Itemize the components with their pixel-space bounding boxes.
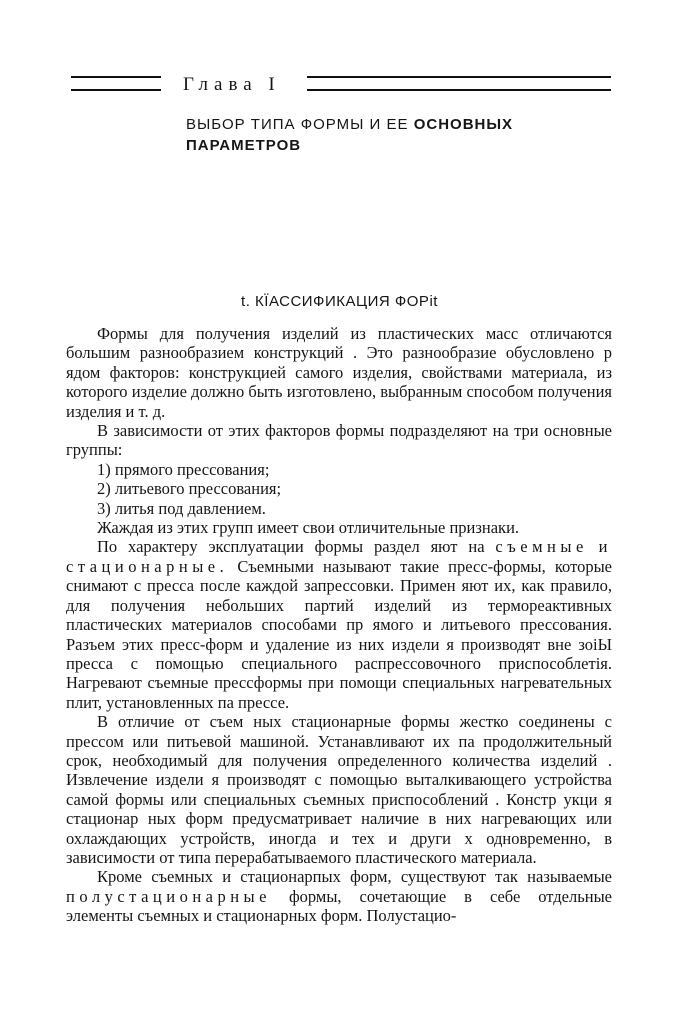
term-semi-stationary: полустационарные xyxy=(66,886,271,906)
paragraph-1: Формы для получения изделий из пластических масс отличаются большим разнообразием конструкций . Это разнообразие обусловлено р ядом факторов: конструкцией самого изделия, свойствами материала, из которого изделие должно быть изготовлено, выбранным способом получения изделия и т. д. xyxy=(66,324,612,421)
paragraph-5: В отличие от съем ных стационарные формы жестко соединены с прессом или питьевой машиной. Устанавливают их па продолжительный срок, необходимый для получения определенного количества изделий . Извлечение издели я производят с помощью выталкивающего устройства самой формы или специальных съемных приспособлений . Констр укци я стационар ных форм предусматривает наличие в них нагревающих или охлаждающих устройств, иногда и тех и други х одновременно, в зависимости от типа перерабатываемого пластического материала. xyxy=(66,712,612,867)
paragraph-2: В зависимости от этих факторов формы подразделяют на три основные группы: xyxy=(66,421,612,460)
paragraph-4 xyxy=(66,537,612,712)
p6-text-b: формы, сочетающие в себе отдельные элементы съемных и стационарных форм. Полустацио- xyxy=(66,886,613,926)
p4-text-c: Съемными называют такие пресс-формы, которые снимают с пресса после каждой запрессовки. Примен яют их, как правило, для получения небольших партий изделий из термореактивных пластических материалов способами пр ямого и литьевого прессования. Разъем этих пресс-форм и удаление из них издели я производят вне зоiЫ пресса с помощью специального распрессовочного приспособлетiя. Нагревают съемные прессформы при помощи специальных нагревательных плит, установленных па прессе. xyxy=(66,556,612,712)
section-heading: t. КЇАССИФИКАЦИЯ ФОРit xyxy=(241,293,438,310)
list-item: 1) прямого прессования; xyxy=(97,459,270,479)
paragraph-6 xyxy=(66,867,612,925)
chapter-title-bold-2: ПАРАМЕТРОВ xyxy=(186,137,302,154)
p4-conjunction: и xyxy=(598,537,613,557)
p4-text-a: По характеру эксплуатации формы раздел яют на xyxy=(97,537,485,557)
chapter-label: Глава I xyxy=(183,74,281,95)
chapter-title xyxy=(186,114,586,156)
rule-right-bottom xyxy=(307,89,611,91)
term-removable: съемные xyxy=(495,537,588,557)
body-text xyxy=(66,324,612,926)
list-item: 2) литьевого прессования; xyxy=(97,479,282,499)
chapter-title-regular: ВЫБОР ТИПА ФОРМЫ И ЕЕ xyxy=(186,116,409,133)
p6-text-a: Кроме съемных и стационарпых форм, существуют так называемые xyxy=(97,867,612,887)
rule-left-bottom xyxy=(71,89,161,91)
term-stationary: стационарные. xyxy=(66,556,229,576)
rule-right-top xyxy=(307,76,611,78)
paragraph-3: Жаждая из этих групп имеет свои отличительные признаки. xyxy=(97,518,520,538)
list-item: 3) литья под давлением. xyxy=(97,498,266,518)
chapter-title-bold-1: ОСНОВНЫХ xyxy=(413,116,514,133)
rule-left-top xyxy=(71,76,161,78)
